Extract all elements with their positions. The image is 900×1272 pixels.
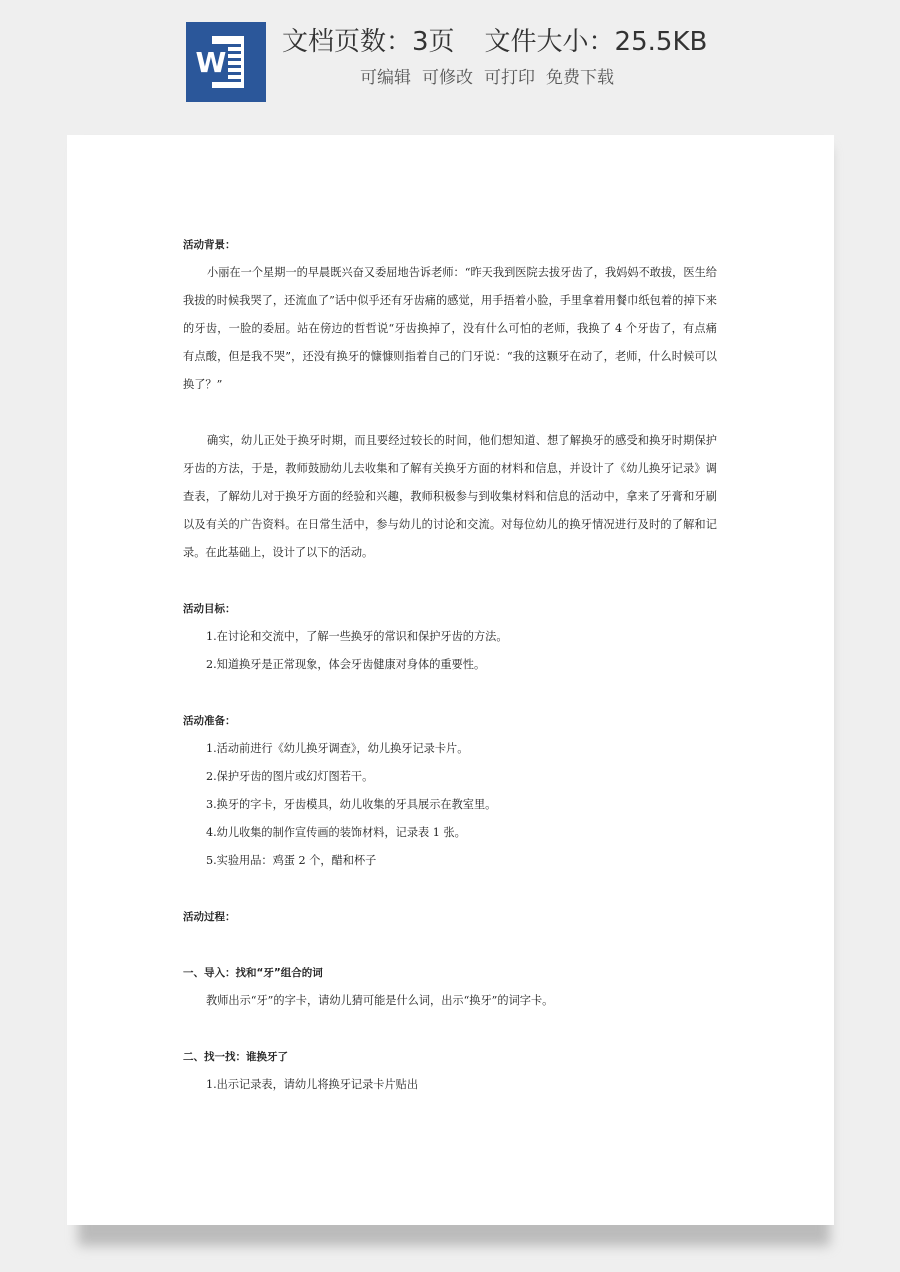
- preparation-item: 5.实验用品：鸡蛋 2 个，醋和杯子: [206, 854, 377, 867]
- goal-item: 2.知道换牙是正常现象，体会牙齿健康对身体的重要性。: [206, 658, 486, 671]
- step1-text: 教师出示“牙”的字卡，请幼儿猜可能是什么词，出示“换牙”的词字卡。: [206, 994, 554, 1007]
- goal-item: 1.在讨论和交流中，了解一些换牙的常识和保护牙齿的方法。: [206, 630, 508, 643]
- feature-free-download: 免费下载: [546, 68, 614, 88]
- feature-modifiable: 可修改: [422, 68, 473, 88]
- feature-printable: 可打印: [484, 68, 535, 88]
- download-banner: [0, 0, 900, 120]
- feature-list: [360, 64, 625, 92]
- file-size: 文件大小：25.5KB: [484, 27, 708, 57]
- step2-item: 1.出示记录表，请幼儿将换牙记录卡片贴出: [206, 1078, 419, 1091]
- preparation-item: 4.幼儿收集的制作宣传画的装饰材料，记录表 1 张。: [206, 826, 466, 839]
- document-page: [67, 135, 834, 1225]
- process-heading: 活动过程：: [183, 911, 236, 923]
- preparation-item: 3.换牙的字卡，牙齿模具，幼儿收集的牙具展示在教室里。: [206, 798, 497, 811]
- document-content: [183, 231, 717, 1099]
- background-heading: 活动背景：: [183, 239, 236, 251]
- feature-editable: 可编辑: [360, 68, 411, 88]
- goals-heading: 活动目标：: [183, 603, 236, 615]
- word-document-icon: [186, 22, 266, 102]
- background-paragraph-2: 确实，幼儿正处于换牙时期，而且要经过较长的时间，他们想知道、想了解换牙的感受和换牙时期保护牙齿的方法，于是，教师鼓励幼儿去收集和了解有关换牙方面的材料和信息，并设计了《幼儿换牙记录》调查表，了解幼儿对于换牙方面的经验和兴趣，教师积极参与到收集材料和信息的活动中，拿来了牙膏和牙刷以及有关的广告资料。在日常生活中，参与幼儿的讨论和交流。对每位幼儿的换牙情况进行及时的了解和记录。在此基础上，设计了以下的活动。: [183, 434, 717, 559]
- background-paragraph-1: 小丽在一个星期一的早晨既兴奋又委屈地告诉老师：“昨天我到医院去拔牙齿了，我妈妈不敢拔，医生给我拔的时候我哭了，还流血了”话中似乎还有牙齿痛的感觉，用手捂着小脸，手里拿着用餐巾纸包着的掉下来的牙齿，一脸的委屈。站在傍边的哲哲说“牙齿换掉了，没有什么可怕的老师，我换了 4 个牙齿了，有点痛有点酸，但是我不哭”，还没有换牙的慷慷则指着自己的门牙说：“我的这颗牙在动了，老师，什么时候可以换了？”: [183, 266, 717, 391]
- step1-heading: 一、导入：找和“牙”组合的词: [183, 967, 323, 979]
- file-info: [282, 22, 737, 62]
- page-count: 文档页数：3页: [282, 27, 455, 57]
- preparation-item: 1.活动前进行《幼儿换牙调查》，幼儿换牙记录卡片。: [206, 742, 469, 755]
- preparation-heading: 活动准备：: [183, 715, 236, 727]
- preparation-item: 2.保护牙齿的图片或幻灯图若干。: [206, 770, 374, 783]
- word-letter: W: [194, 44, 228, 82]
- step2-heading: 二、找一找：谁换牙了: [183, 1051, 288, 1063]
